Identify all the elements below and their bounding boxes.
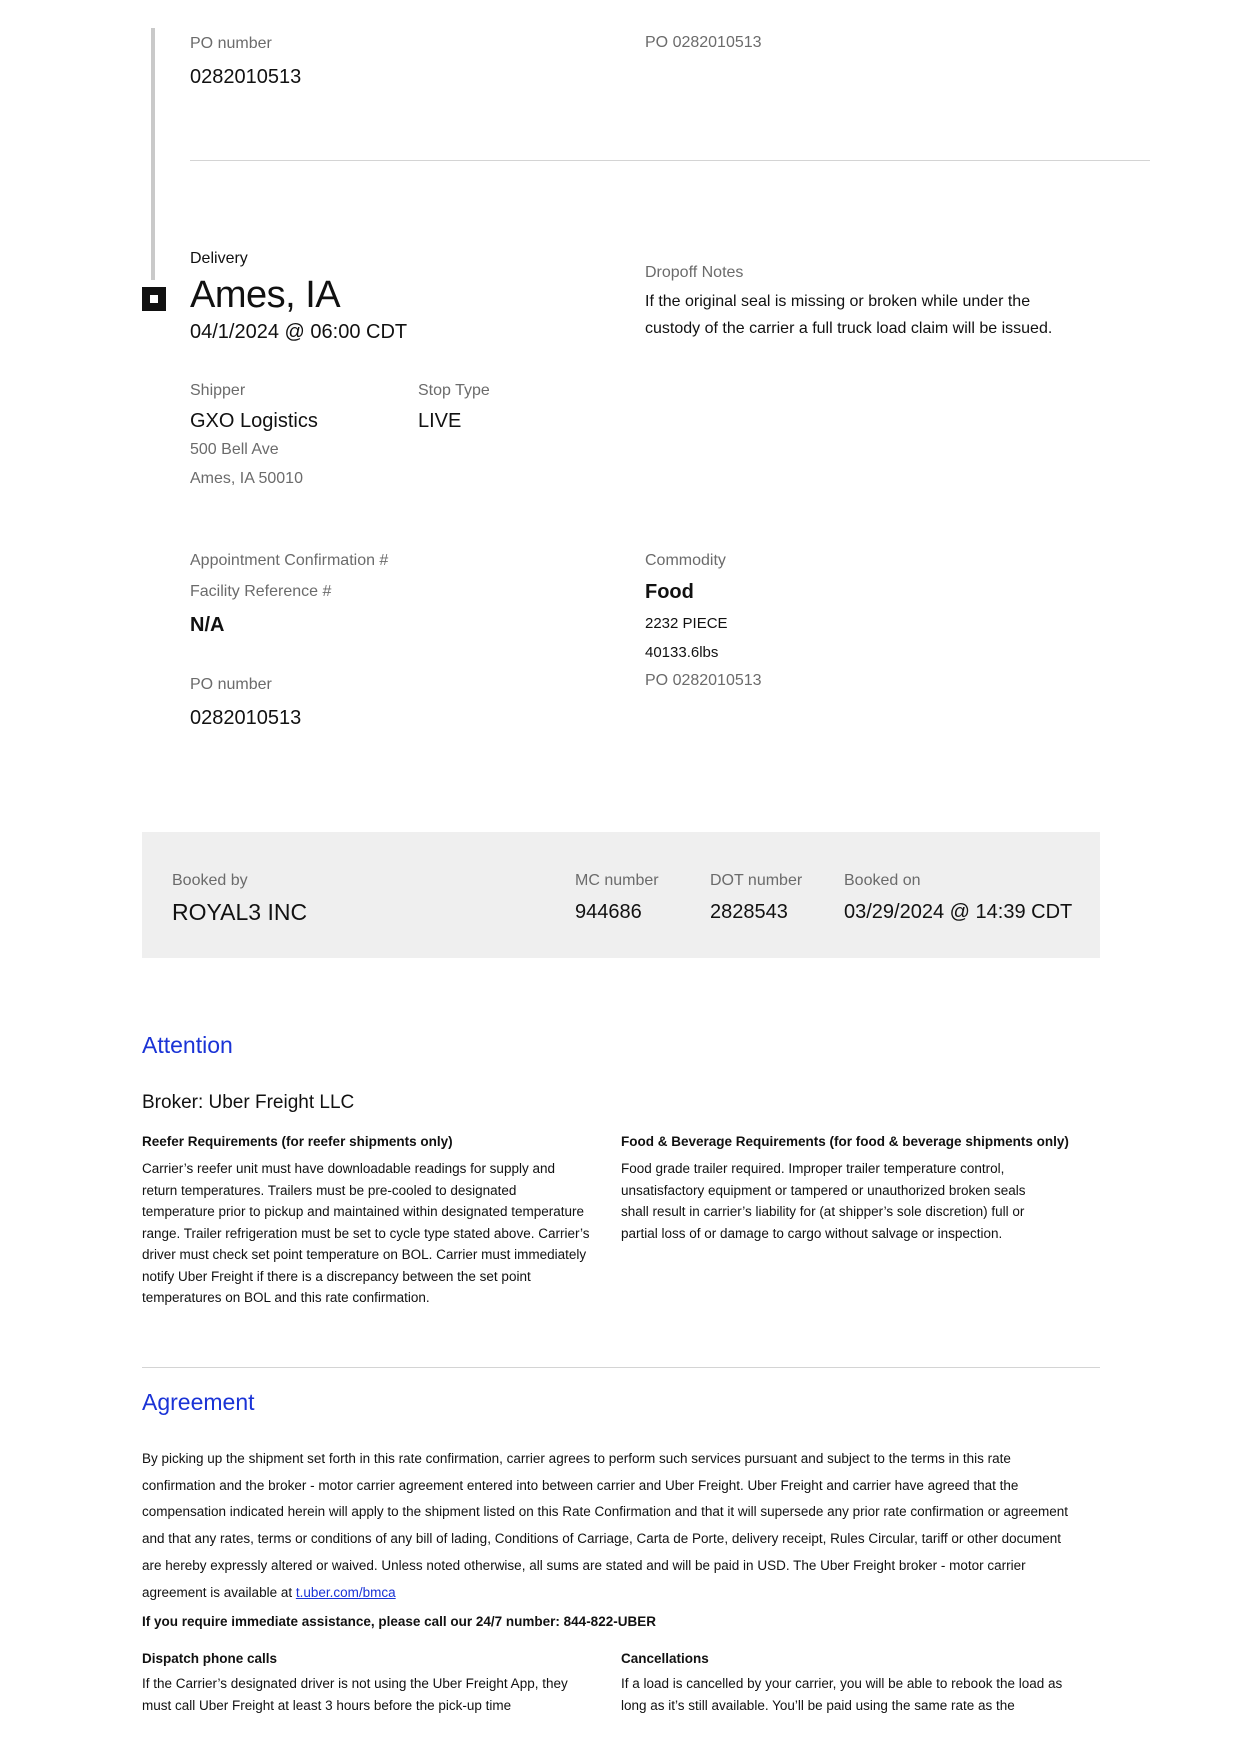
commodity-name: Food: [645, 581, 694, 603]
delivery-po-label: PO number: [190, 676, 272, 693]
commodity-label: Commodity: [645, 552, 726, 569]
booked-on-value: 03/29/2024 @ 14:39 CDT: [844, 901, 1073, 923]
delivery-city: Ames, IA: [190, 274, 341, 316]
shipper-address-line1: 500 Bell Ave: [190, 441, 279, 458]
agreement-body: By picking up the shipment set forth in this rate confirmation, carrier agrees to perform such services pursuant and subject to the terms in this rate confirmation and the broker - motor carrier agreement entered into between carrier and Uber Freight. Uber Freight and carrier have agreed that the compensation indicated herein will apply to the shipment listed on this Rate Confirmation and that it will supersede any prior rate confirmation or agreement and that any rates, terms or conditions of any bill of lading, Conditions of Carriage, Carta de Porte, delivery receipt, Rules Circular, tariff or other document are hereby expressly altered or waived. Unless noted otherwise, all sums are stated and will be paid in USD. The Uber Freight broker - motor carrier agreement is available at: [142, 1451, 1068, 1600]
food-requirements-title: Food & Beverage Requirements (for food & beverage shipments only): [621, 1134, 1069, 1149]
po-reference: PO 0282010513: [645, 34, 762, 51]
dispatch-calls-text: If the Carrier’s designated driver is not using the Uber Freight App, they must call Uber Freight at least 3 hours before the pick-up time: [142, 1676, 568, 1713]
commodity-weight: 40133.6lbs: [645, 644, 719, 661]
cancellations-title: Cancellations: [621, 1651, 709, 1666]
section-divider: [142, 1367, 1100, 1368]
stop-marker-icon: [142, 287, 166, 311]
facility-reference-value: N/A: [190, 614, 225, 636]
shipper-address-line2: Ames, IA 50010: [190, 470, 303, 487]
mc-number-label: MC number: [575, 872, 659, 889]
dropoff-notes-label: Dropoff Notes: [645, 264, 744, 281]
commodity-pieces: 2232 PIECE: [645, 615, 728, 632]
assistance-line: If you require immediate assistance, please call our 24/7 number: 844-822-UBER: [142, 1614, 656, 1629]
shipper-label: Shipper: [190, 382, 246, 399]
appointment-confirmation-label: Appointment Confirmation #: [190, 552, 389, 569]
commodity-po: PO 0282010513: [645, 672, 762, 689]
shipper-name: GXO Logistics: [190, 410, 318, 432]
booked-by-value: ROYAL3 INC: [172, 899, 308, 925]
delivery-datetime: 04/1/2024 @ 06:00 CDT: [190, 321, 408, 343]
po-number-label: PO number: [190, 35, 272, 52]
cancellations-text: If a load is cancelled by your carrier, you will be able to rebook the load as long as it’s still available. You’ll be paid using the same rate as the: [621, 1676, 1063, 1713]
booking-summary: [142, 832, 1100, 958]
agreement-title: Agreement: [142, 1389, 255, 1415]
delivery-po-value: 0282010513: [190, 707, 302, 729]
stop-type-label: Stop Type: [418, 382, 490, 399]
reefer-requirements-text: Carrier’s reefer unit must have downloadable readings for supply and return temperatures. Trailers must be pre-cooled to designated temperature prior to pickup and maintained within designated temperature range. Trailer refrigeration must be set to cycle type stated above. Carrier’s driver must check set point temperature on BOL. Carrier must immediately notify Uber Freight if there is a discrepancy between the set point temperatures on BOL and this rate confirmation.: [142, 1161, 590, 1305]
dot-number-value: 2828543: [710, 901, 788, 923]
booked-on-label: Booked on: [844, 872, 921, 889]
dispatch-calls-title: Dispatch phone calls: [142, 1651, 278, 1666]
stop-type-value: LIVE: [418, 410, 462, 432]
bmca-link[interactable]: t.uber.com/bmca: [295, 1584, 396, 1600]
mc-number-value: 944686: [575, 901, 642, 923]
dropoff-notes-text: If the original seal is missing or broken while under the custody of the carrier a full truck load claim will be issued.: [645, 293, 1053, 337]
attention-title: Attention: [142, 1032, 233, 1058]
booked-by-label: Booked by: [172, 872, 248, 889]
food-requirements-text: Food grade trailer required. Improper trailer temperature control, unsatisfactory equipment or tampered or unauthorized broken seals shall result in carrier’s liability for (at shipper’s sole discretion) full or partial loss of or damage to cargo without salvage or inspection.: [621, 1161, 1026, 1241]
delivery-label: Delivery: [190, 250, 248, 267]
facility-reference-label: Facility Reference #: [190, 583, 332, 600]
po-number-value: 0282010513: [190, 66, 302, 88]
agreement-text: [142, 1446, 1082, 1606]
dot-number-label: DOT number: [710, 872, 803, 889]
broker-name: Broker: Uber Freight LLC: [142, 1092, 355, 1113]
timeline-line: [151, 28, 155, 280]
reefer-requirements-title: Reefer Requirements (for reefer shipments only): [142, 1134, 453, 1149]
section-divider: [190, 160, 1150, 161]
